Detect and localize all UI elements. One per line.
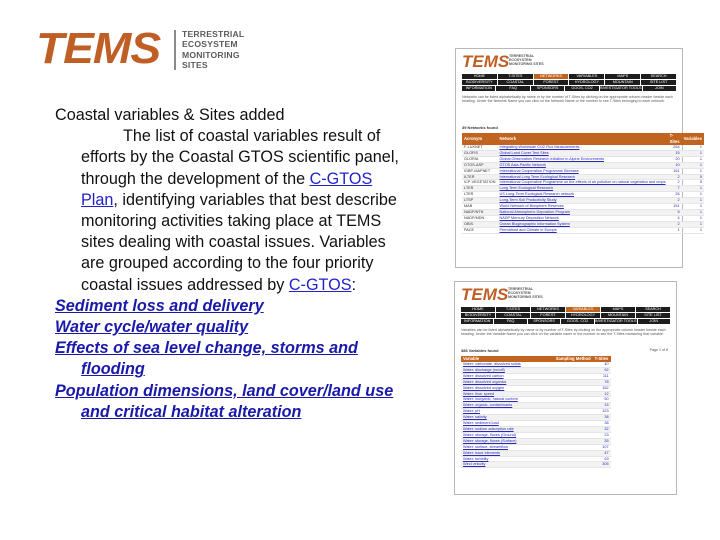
table-cell[interactable]: 23	[593, 432, 611, 438]
table-cell[interactable]: Long Term Ecological Research	[498, 186, 668, 192]
table-cell[interactable]: 1	[682, 209, 704, 215]
table-cell[interactable]: 40	[593, 362, 611, 367]
table-cell[interactable]: 15	[593, 403, 611, 409]
table-cell[interactable]: 78	[593, 379, 611, 385]
table-cell[interactable]: 1	[682, 221, 704, 227]
screenshot-nav-row	[462, 74, 676, 79]
networks-table-body	[462, 145, 704, 233]
table-cell[interactable]: Water: dissolved oxygen	[461, 385, 554, 391]
nav-item: BIODIVERSITY	[462, 80, 497, 85]
logo-subtitle-line: MONITORING	[182, 49, 240, 60]
table-cell[interactable]: Water: inorganic, natural content	[461, 397, 554, 403]
nav-item-active: NETWORKS	[534, 74, 569, 79]
table-cell[interactable]: Integrating Worldwide CO2 Flux Measurements	[498, 145, 668, 150]
table-cell[interactable]: Water: storage, fluxes (Surface)	[461, 438, 554, 444]
nav-item: MOUNTAIN	[605, 80, 640, 85]
logo-subtitle-line: ECOSYSTEM	[182, 39, 238, 50]
screenshot-intro: Variables can be listed alphabetically by name or by number of T-Sites by clicking on the appropriate column header beside each heading. Under the Variable Name you can click on the variable name or the number to see the T-Sites measuring that variable.	[461, 328, 666, 337]
table-cell: OBIS	[462, 221, 498, 227]
screenshot-nav-row	[462, 86, 676, 91]
issue-link-sediment[interactable]: Sediment loss and delivery	[55, 296, 264, 315]
table-cell[interactable]: Water: carbonate, dissolved solids	[461, 362, 554, 367]
table-cell[interactable]: 152	[593, 385, 611, 391]
table-cell[interactable]: International Long Term Ecological Research	[498, 174, 668, 180]
table-cell: LTSP	[462, 198, 498, 204]
logo-subtitle	[182, 29, 244, 71]
table-cell[interactable]: 15	[668, 150, 682, 156]
table-cell[interactable]: Water: storage, fluxes (Ground)	[461, 432, 554, 438]
table-cell[interactable]: Global Land Cover Test Sites	[498, 150, 668, 156]
nav-item: MOUNTAIN	[601, 313, 635, 318]
screenshot-intro: Networks can be listed alphabetically by name or by the number of T-Sites by clicking on the appropriate column header beside each heading. Under the Network Name you can click on the Network Name or the number to see T-Sites belonging to each network.	[462, 95, 673, 104]
logo-subtitle-line: MONITORING SITES	[509, 62, 544, 67]
table-cell[interactable]: GTOS Asia-Pacific Network	[498, 162, 668, 168]
nav-item: COASTAL	[498, 80, 533, 85]
table-cell[interactable]: 1	[682, 145, 704, 150]
nav-item: SITE LIST	[641, 80, 676, 85]
table-cell[interactable]: 111	[593, 373, 611, 379]
table-cell[interactable]: 1	[682, 162, 704, 168]
nav-item: MAPS	[605, 74, 640, 79]
table-cell[interactable]: 10	[668, 162, 682, 168]
screenshot-count: 39 Networks found	[462, 125, 498, 130]
screenshot-count: 386 Variables found	[461, 348, 499, 353]
table-cell[interactable]: 63	[593, 456, 611, 462]
table-cell[interactable]: 1	[682, 227, 704, 233]
nav-item: SEARCH	[641, 74, 676, 79]
coastal-issues-list	[55, 296, 410, 423]
table-cell[interactable]: NADP Mercury Deposition Network	[498, 215, 668, 221]
table-cell[interactable]: 12	[593, 391, 611, 397]
table-cell: IGBP-MAPNET	[462, 168, 498, 174]
nav-item: HOME	[461, 307, 495, 312]
table-header-row	[462, 133, 704, 145]
networks-screenshot	[455, 48, 702, 268]
nav-item: INFORMATION	[461, 319, 493, 324]
nav-item: VARIABLES	[569, 74, 604, 79]
table-cell[interactable]: 123	[593, 409, 611, 415]
table-cell[interactable]: 38	[593, 421, 611, 427]
table-cell[interactable]: 264	[668, 145, 682, 150]
nav-item: MAPS	[601, 307, 635, 312]
column-header: Variables	[682, 133, 704, 145]
screenshot-logo-subtitle	[508, 287, 543, 300]
table-cell[interactable]: 107	[593, 444, 611, 450]
networks-table	[462, 133, 704, 234]
column-header: T-Sites	[593, 356, 611, 362]
table-cell: PACE	[462, 227, 498, 233]
table-cell[interactable]: 50	[593, 397, 611, 403]
screenshot-logo: TEMS	[462, 52, 510, 71]
screenshot-pager: Page 1 of 8	[649, 348, 668, 352]
table-cell[interactable]: Water: dissolved carbon	[461, 373, 554, 379]
nav-item: SPONSORS	[531, 86, 564, 91]
para-text: :	[351, 275, 357, 294]
table-cell[interactable]: 161	[668, 168, 682, 174]
slide-body	[55, 105, 410, 423]
screenshot-logo-subtitle	[509, 54, 544, 67]
variables-screenshot	[454, 281, 677, 495]
nav-item: INFORMATION	[462, 86, 495, 91]
nav-item: INVESTIGATOR TOOLS	[599, 86, 642, 90]
screenshot-header	[461, 285, 543, 306]
nav-item: FAQ	[494, 319, 526, 324]
table-cell[interactable]: Water: trace elements	[461, 450, 554, 456]
table-cell[interactable]: 1	[682, 198, 704, 204]
table-cell: NADP/NTN	[462, 209, 498, 215]
table-cell[interactable]: 5	[668, 209, 682, 215]
nav-item: GOOS, CO2	[565, 86, 598, 91]
column-header: Variable	[461, 356, 554, 362]
table-cell[interactable]: 38	[593, 415, 611, 421]
table-cell[interactable]: 1	[682, 150, 704, 156]
issue-link-sea-level[interactable]: Effects of sea level change, storms and flooding	[55, 339, 358, 379]
table-cell: ICP-VEGETATION	[464, 180, 496, 185]
table-cell[interactable]: 1	[682, 215, 704, 221]
screenshot-logo: TEMS	[461, 285, 509, 304]
table-cell[interactable]: 92	[593, 367, 611, 373]
nav-item: GOOS, CO2	[561, 319, 593, 324]
nav-item: JOIN	[638, 319, 670, 324]
nav-item-active: VARIABLES	[566, 307, 600, 312]
issue-link-water[interactable]: Water cycle/water quality	[55, 318, 249, 337]
para-text: The list of coastal variables result of efforts by the Coastal GTOS scientific panel, through the development of the	[81, 127, 399, 188]
logo-subtitle-line: ECOSYSTEM	[508, 291, 531, 296]
table-cell: NADP/MDN	[462, 215, 498, 221]
table-cell[interactable]: Water: flow, speed	[461, 391, 554, 397]
para-text: , identifying variables that best describe monitoring activities taking place at TEMS sites dealing with coastal issues. Variables are grouped according to the four priority coastal issues addressed by	[81, 190, 397, 294]
table-cell[interactable]: Water: pH	[461, 409, 554, 415]
nav-item: JOIN	[643, 86, 676, 91]
table-cell[interactable]: 1	[682, 156, 704, 162]
nav-item: COASTAL	[496, 313, 530, 318]
table-cell[interactable]: 32	[593, 426, 611, 432]
table-cell[interactable]: Global Observation Research Initiative in Alpine Environments	[498, 156, 668, 162]
table-cell[interactable]: World Network of Biosphere Reserves	[498, 204, 668, 210]
logo-subtitle-line: TERRESTRIAL	[182, 29, 245, 39]
screenshot-nav-row	[461, 307, 670, 312]
issue-link-population[interactable]: Population dimensions, land cover/land use and critical habitat alteration	[55, 381, 394, 421]
table-cell[interactable]: 5	[682, 174, 704, 180]
table-cell	[554, 462, 593, 468]
variables-table-body	[461, 362, 611, 468]
table-cell[interactable]: 26	[668, 192, 682, 198]
table-cell: GTOS-ASP	[462, 162, 498, 168]
table-cell[interactable]: 5	[682, 180, 704, 186]
table-cell[interactable]: 1	[682, 186, 704, 192]
table-cell[interactable]: International Cooperation Programme Biomass	[498, 168, 668, 174]
logo-subtitle-line: TERRESTRIAL	[508, 287, 534, 291]
table-cell[interactable]: 1	[682, 168, 704, 174]
table-cell[interactable]: Permafrost and Climate in Europe	[498, 227, 668, 233]
screenshot-header	[462, 52, 544, 73]
logo-subtitle-line: MONITORING SITES	[508, 295, 543, 300]
nav-item: INVESTIGATOR TOOLS	[594, 319, 637, 323]
table-cell[interactable]: 2	[668, 174, 682, 180]
nav-item: HOME	[462, 74, 497, 79]
column-header: Network	[498, 133, 668, 145]
table-cell[interactable]: 1	[682, 204, 704, 210]
table-cell: LTER	[462, 192, 498, 198]
table-cell: F-LUXNET	[462, 145, 498, 150]
nav-item: SPONSORS	[528, 319, 560, 324]
table-cell[interactable]: 7	[668, 186, 682, 192]
table-cell: ILTER	[462, 174, 498, 180]
column-header: Sampling Method	[555, 356, 591, 361]
table-cell[interactable]: Long-Term Soil Productivity Study	[498, 198, 668, 204]
cgtos-plan-link[interactable]: C-GTOS Plan	[81, 169, 373, 209]
table-cell[interactable]: Water: turbidity	[461, 456, 554, 462]
table-cell[interactable]: International Cooperative Programme on the effects of air pollution on natural vegetation and crops	[499, 180, 666, 185]
cgtos-link[interactable]: C-GTOS	[288, 275, 352, 294]
table-cell[interactable]: 47	[593, 450, 611, 456]
table-cell[interactable]: 1	[668, 227, 682, 233]
table-cell[interactable]: 1	[682, 192, 704, 198]
nav-item: BIODIVERSITY	[461, 313, 495, 318]
intro-paragraph	[55, 126, 410, 296]
table-cell[interactable]: Ocean Biogeographic Information System	[498, 221, 668, 227]
logo-wordmark: TEMS	[36, 24, 161, 73]
slide-heading: Coastal variables & Sites added	[55, 106, 285, 124]
nav-item: HYDROLOGY	[566, 313, 600, 318]
table-cell[interactable]: Water: organic, contaminants	[461, 403, 554, 409]
table-cell[interactable]: Water: discharge (runoff)	[461, 367, 554, 373]
table-cell[interactable]: Wind velocity	[461, 462, 554, 468]
logo-subtitle-line: TERRESTRIAL	[509, 54, 535, 58]
table-cell[interactable]: 35	[593, 438, 611, 444]
logo-subtitle-line: SITES	[182, 60, 208, 71]
nav-item: FAQ	[496, 86, 529, 91]
nav-item: NETWORKS	[531, 307, 565, 312]
table-cell[interactable]: Water: sediment load	[461, 421, 554, 427]
nav-item: T-SITES	[496, 307, 530, 312]
column-header: Acronym	[462, 133, 498, 145]
table-cell[interactable]: 2	[668, 180, 682, 186]
table-cell[interactable]: 4	[668, 215, 682, 221]
nav-item: FOREST	[534, 80, 569, 85]
logo-divider	[174, 30, 176, 70]
table-cell[interactable]: Water: dissolved organics	[461, 379, 554, 385]
table-cell[interactable]: Water: sodium adsorption rate	[461, 426, 554, 432]
table-cell[interactable]: 2	[668, 221, 682, 227]
screenshot-nav-row	[462, 80, 676, 85]
nav-item: HYDROLOGY	[569, 80, 604, 85]
table-cell[interactable]: 20	[668, 156, 682, 162]
table-row	[462, 227, 704, 233]
table-cell[interactable]: National Atmospheric Deposition Program	[498, 209, 668, 215]
table-cell[interactable]: US Long-Term Ecological Research network	[498, 192, 668, 198]
nav-item: T-SITES	[498, 74, 533, 79]
screenshot-nav-row	[461, 313, 670, 318]
table-cell: GLOFIS	[462, 150, 498, 156]
nav-item: SITE LIST	[636, 313, 670, 318]
nav-item: SEARCH	[636, 307, 670, 312]
logo-subtitle-line: ECOSYSTEM	[509, 58, 532, 63]
table-cell: LTER	[462, 186, 498, 192]
table-cell[interactable]: Water: salinity	[461, 415, 554, 421]
column-header: T-Sites	[669, 133, 680, 144]
nav-item: FOREST	[531, 313, 565, 318]
variables-table	[461, 356, 611, 468]
table-cell: GLORIA	[462, 156, 498, 162]
table-cell[interactable]: Water: surface, streamflow	[461, 444, 554, 450]
table-cell[interactable]: 151	[668, 204, 682, 210]
table-cell[interactable]: 2	[668, 198, 682, 204]
screenshot-nav-row	[461, 319, 670, 324]
table-row	[461, 462, 611, 468]
table-cell[interactable]: 305	[593, 462, 611, 468]
table-cell: MAB	[462, 204, 498, 210]
